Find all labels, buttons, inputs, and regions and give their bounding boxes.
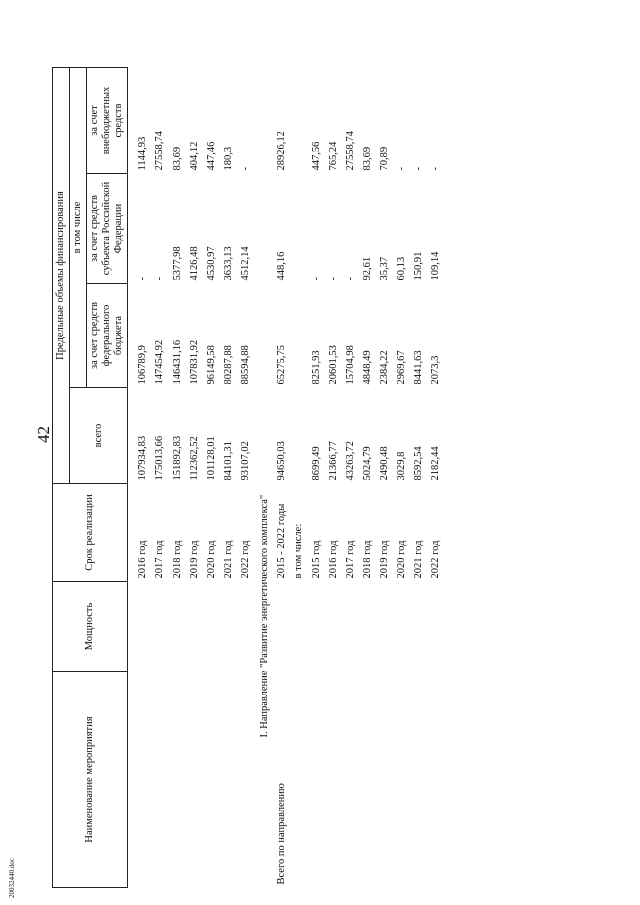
document-code: 20032440.doc — [8, 858, 16, 898]
extrabudget-cell: 83,69 — [171, 146, 183, 171]
term-cell: 2015 - 2022 годы — [276, 503, 288, 579]
measure-name — [220, 672, 237, 888]
term-cell: 2017 год — [344, 540, 356, 579]
extrabudget-cell: - — [430, 167, 442, 171]
term-cell: 2022 год — [430, 540, 442, 579]
measure-name: Всего по направлению — [276, 783, 288, 885]
regional-cell: 60,13 — [396, 256, 408, 281]
regional-cell: 35,37 — [379, 256, 391, 281]
regional-cell: - — [137, 277, 149, 281]
measure-name — [376, 672, 393, 888]
federal-cell: 80287,88 — [222, 345, 234, 385]
measure-name — [359, 672, 376, 888]
extrabudget-cell: - — [240, 167, 252, 171]
table-row — [220, 68, 237, 888]
measure-name — [342, 672, 359, 888]
federal-cell: 65275,75 — [276, 345, 288, 385]
extrabudget-cell: - — [396, 167, 408, 171]
regional-cell: - — [327, 277, 339, 281]
total-cell: 3029,8 — [396, 451, 408, 481]
measure-name — [308, 672, 325, 888]
table-row — [410, 68, 427, 888]
power-cell — [273, 582, 290, 672]
power-cell — [169, 582, 186, 672]
table-row — [237, 68, 254, 888]
measure-name — [237, 672, 254, 888]
table-row — [169, 68, 186, 888]
header-total: всего — [70, 388, 128, 484]
total-cell: 21366,77 — [327, 441, 339, 481]
extrabudget-cell: 447,56 — [310, 141, 322, 171]
regional-cell: - — [310, 277, 322, 281]
extrabudget-cell: 404,12 — [188, 141, 200, 171]
federal-cell: 15704,98 — [344, 345, 356, 385]
table-body — [128, 68, 445, 888]
term-cell: 2017 год — [154, 540, 166, 579]
including-label: в том числе: — [293, 523, 305, 579]
header-name: Наименование мероприятия — [53, 672, 128, 888]
measure-name — [186, 672, 203, 888]
regional-cell: 4126,48 — [188, 246, 200, 281]
total-cell: 43263,72 — [344, 441, 356, 481]
total-cell: 101128,01 — [205, 436, 217, 481]
federal-cell: 96149,58 — [205, 345, 217, 385]
header-regional: за счет средств субъекта Российской Федерации — [87, 174, 128, 284]
header-term: Срок реализации — [53, 484, 128, 582]
extrabudget-cell: 27558,74 — [154, 131, 166, 171]
measure-name — [410, 672, 427, 888]
measure-name — [325, 672, 342, 888]
table-row — [308, 68, 325, 888]
power-cell — [237, 582, 254, 672]
term-cell: 2021 год — [222, 540, 234, 579]
power-cell — [376, 582, 393, 672]
federal-cell: 106789,9 — [137, 345, 149, 385]
header-extrabudget: за счет внебюджетных средств — [87, 68, 128, 174]
table-row — [376, 68, 393, 888]
federal-cell: 107831,92 — [188, 339, 200, 385]
term-cell: 2022 год — [240, 540, 252, 579]
power-cell — [393, 582, 410, 672]
term-cell: 2021 год — [413, 540, 425, 579]
table-row — [186, 68, 203, 888]
table-header — [53, 68, 128, 888]
measure-name — [427, 672, 444, 888]
extrabudget-cell: - — [413, 167, 425, 171]
total-cell: 84101,31 — [222, 441, 234, 481]
regional-cell: 150,91 — [413, 251, 425, 281]
extrabudget-cell: 180,3 — [222, 146, 234, 171]
total-cell: 112362,52 — [188, 436, 200, 481]
power-cell — [308, 582, 325, 672]
term-cell: 2019 год — [379, 540, 391, 579]
power-cell — [220, 582, 237, 672]
federal-cell: 20601,53 — [327, 345, 339, 385]
measure-name — [203, 672, 220, 888]
table-row — [393, 68, 410, 888]
term-cell: 2019 год — [188, 540, 200, 579]
power-cell — [203, 582, 220, 672]
regional-cell: 5377,98 — [171, 246, 183, 281]
power-cell — [342, 582, 359, 672]
extrabudget-cell: 765,24 — [327, 141, 339, 171]
term-cell: 2018 год — [361, 540, 373, 579]
term-cell: 2018 год — [171, 540, 183, 579]
total-cell: 107934,83 — [137, 435, 149, 481]
extrabudget-cell: 70,89 — [379, 146, 391, 171]
header-limits: Предельные объемы финансирования — [53, 68, 70, 484]
federal-cell: 146431,16 — [171, 339, 183, 385]
header-power: Мощность — [53, 582, 128, 672]
total-cell: 175013,66 — [154, 435, 166, 481]
regional-cell: 4530,97 — [205, 246, 217, 281]
regional-cell: 92,61 — [361, 256, 373, 281]
total-cell: 5024,79 — [361, 446, 373, 481]
federal-cell: 4848,49 — [361, 350, 373, 385]
power-cell — [359, 582, 376, 672]
term-cell: 2016 год — [137, 540, 149, 579]
term-cell: 2016 год — [327, 540, 339, 579]
regional-cell: - — [344, 277, 356, 281]
measure-name — [151, 672, 168, 888]
federal-cell: 88594,88 — [240, 345, 252, 385]
regional-cell: 109,14 — [430, 251, 442, 281]
table-row — [359, 68, 376, 888]
total-cell: 2182,44 — [430, 446, 442, 481]
total-cell: 151892,83 — [171, 435, 183, 481]
measure-name — [393, 672, 410, 888]
extrabudget-cell: 28926,12 — [276, 131, 288, 171]
federal-cell: 8251,93 — [310, 350, 322, 385]
table-row — [203, 68, 220, 888]
section-total-row — [273, 68, 290, 888]
power-cell — [427, 582, 444, 672]
extrabudget-cell: 83,69 — [361, 146, 373, 171]
table-row — [134, 68, 151, 888]
federal-cell: 8441,63 — [413, 350, 425, 385]
table-row — [427, 68, 444, 888]
including-row — [290, 68, 307, 888]
total-cell: 93107,02 — [240, 441, 252, 481]
table-row — [342, 68, 359, 888]
term-cell: 2015 год — [310, 540, 322, 579]
section-title: I. Направление "Развитие энергетического комплекса" — [259, 494, 271, 738]
total-cell: 2490,48 — [379, 446, 391, 481]
total-cell: 94650,03 — [276, 441, 288, 481]
regional-cell: - — [154, 277, 166, 281]
power-cell — [134, 582, 151, 672]
financing-table — [52, 67, 445, 888]
extrabudget-cell: 27558,74 — [344, 131, 356, 171]
federal-cell: 2384,22 — [379, 350, 391, 385]
power-cell — [186, 582, 203, 672]
total-cell: 8592,54 — [413, 446, 425, 481]
regional-cell: 3633,13 — [222, 246, 234, 281]
table-row — [325, 68, 342, 888]
power-cell — [410, 582, 427, 672]
header-federal: за счет средств федерального бюджета — [87, 284, 128, 388]
power-cell — [151, 582, 168, 672]
power-cell — [325, 582, 342, 672]
header-including: в том числе — [70, 68, 87, 388]
section-row — [254, 68, 273, 888]
page-number: 42 — [34, 426, 53, 443]
measure-name — [169, 672, 186, 888]
federal-cell: 2073,3 — [430, 355, 442, 385]
table-row — [151, 68, 168, 888]
extrabudget-cell: 447,46 — [205, 141, 217, 171]
federal-cell: 147454,92 — [154, 339, 166, 385]
total-cell: 8699,49 — [310, 446, 322, 481]
term-cell: 2020 год — [396, 540, 408, 579]
regional-cell: 448,16 — [276, 251, 288, 281]
term-cell: 2020 год — [205, 540, 217, 579]
federal-cell: 2969,67 — [396, 350, 408, 385]
rotated-table-area — [52, 68, 582, 888]
measure-name — [134, 672, 151, 888]
extrabudget-cell: 1144,93 — [137, 136, 149, 171]
regional-cell: 4512,14 — [240, 246, 252, 281]
